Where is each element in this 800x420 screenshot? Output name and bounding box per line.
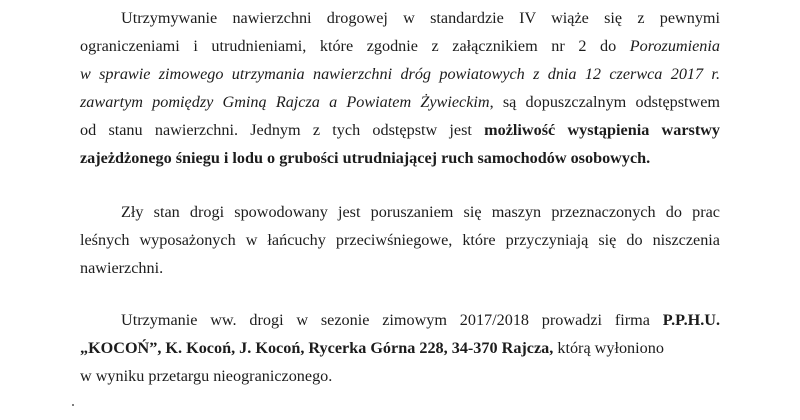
company-name-start: P.P.H.U. xyxy=(662,311,720,329)
highlight-exception-start: możliwość wystąpienia warstwy xyxy=(484,121,720,139)
paragraph-2-line-3: nawierzchni. xyxy=(80,259,164,277)
paragraph-1-line-5 xyxy=(80,120,720,140)
company-details: „KOCOŃ”, K. Kocoń, J. Kocoń, Rycerka Górna 228, 34-370 Rajcza, xyxy=(80,339,554,357)
paragraph-2-line-2: leśnych wyposażonych w łańcuchy przeciwśniegowe, które przyczyniają się do niszczenia xyxy=(80,231,720,249)
paragraph-3-line-1 xyxy=(121,310,720,330)
paragraph-3-line-3: w wyniku przetargu nieograniczonego. xyxy=(80,367,333,385)
paragraph-3-line-2-text: którą wyłoniono xyxy=(553,339,664,357)
highlight-exception-end: zajeżdżonego śniegu i lodu o grubości utrudniającej ruch samochodów osobowych. xyxy=(80,149,651,167)
agreement-title-start: Porozumienia xyxy=(629,37,720,55)
paragraph-2-line-1: Zły stan drogi spowodowany jest poruszaniem się maszyn przeznaczonych do prac xyxy=(121,203,720,221)
paragraph-1-line-2 xyxy=(80,36,720,56)
agreement-title-end: zawartym pomiędzy Gminą Rajcza a Powiatem Żywieckim xyxy=(80,93,490,111)
paragraph-1-line-1: Utrzymywanie nawierzchni drogowej w standardzie IV wiąże się z pewnymi xyxy=(121,9,720,27)
paragraph-3-line-2 xyxy=(80,338,680,358)
scan-dot xyxy=(72,404,74,406)
paragraph-3-line-1-text: Utrzymanie ww. drogi w sezonie zimowym 2017/2018 prowadzi firma xyxy=(121,311,663,329)
agreement-title-line-1: w sprawie zimowego utrzymania nawierzchni dróg powiatowych z dnia 12 czerwca 2017 r. xyxy=(80,65,720,83)
paragraph-1-line-2-text: ograniczeniami i utrudnieniami, które zgodnie z załącznikiem nr 2 do xyxy=(80,37,630,55)
paragraph-1-line-4 xyxy=(80,92,720,112)
paragraph-1-line-5-text: od stanu nawierzchni. Jednym z tych odstępstw jest xyxy=(80,121,485,139)
paragraph-1-line-4-text: , są dopuszczalnym odstępstwem xyxy=(489,93,720,111)
